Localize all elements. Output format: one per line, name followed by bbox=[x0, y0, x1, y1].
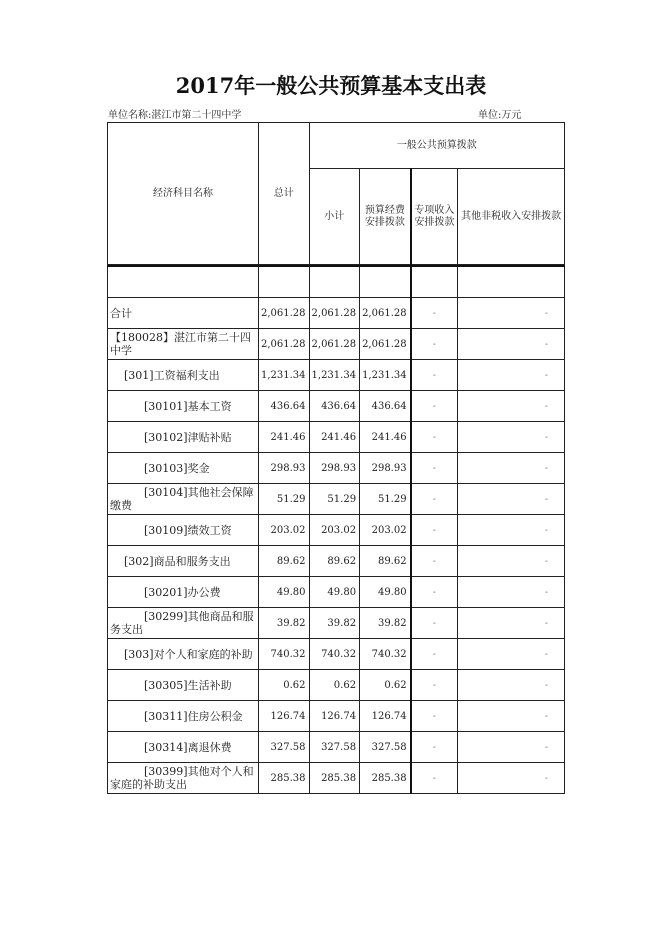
cell-total: 39.82 bbox=[259, 608, 310, 639]
cell-special: - bbox=[411, 701, 458, 732]
cell-special: - bbox=[411, 546, 458, 577]
cell-other: - bbox=[458, 670, 565, 701]
cell-subtotal: 740.32 bbox=[309, 639, 360, 670]
cell-name: [301]工资福利支出 bbox=[108, 360, 259, 391]
table-row bbox=[108, 329, 565, 360]
table-row bbox=[108, 763, 565, 794]
cell-budget: 2,061.28 bbox=[360, 298, 411, 329]
cell-name: [30305]生活补助 bbox=[108, 670, 259, 701]
cell-name: [30314]离退休费 bbox=[108, 732, 259, 763]
cell-total: 49.80 bbox=[259, 577, 310, 608]
cell-budget: 0.62 bbox=[360, 670, 411, 701]
cell-special: - bbox=[411, 422, 458, 453]
cell-other: - bbox=[458, 329, 565, 360]
cell-other: - bbox=[458, 546, 565, 577]
cell-special: - bbox=[411, 329, 458, 360]
cell-budget: 1,231.34 bbox=[360, 360, 411, 391]
cell-special: - bbox=[411, 670, 458, 701]
cell-other: - bbox=[458, 608, 565, 639]
cell-name: [30299]其他商品和服务支出 bbox=[108, 608, 259, 639]
cell-total: 2,061.28 bbox=[259, 329, 310, 360]
cell-name: 【180028】湛江市第二十四中学 bbox=[108, 329, 259, 360]
table-row bbox=[108, 608, 565, 639]
cell-subtotal: 89.62 bbox=[309, 546, 360, 577]
budget-table bbox=[107, 122, 565, 794]
table-row bbox=[108, 422, 565, 453]
header-budget: 预算经费安排拨款 bbox=[360, 169, 411, 265]
cell-subtotal: 2,061.28 bbox=[309, 298, 360, 329]
cell-subtotal: 203.02 bbox=[309, 515, 360, 546]
cell-budget: 285.38 bbox=[360, 763, 411, 794]
cell-name: [30104]其他社会保障缴费 bbox=[108, 484, 259, 515]
table-row bbox=[108, 484, 565, 515]
cell-name: [30103]奖金 bbox=[108, 453, 259, 484]
cell-total: 51.29 bbox=[259, 484, 310, 515]
cell-other: - bbox=[458, 763, 565, 794]
cell-subtotal: 2,061.28 bbox=[309, 329, 360, 360]
cell-budget: 2,061.28 bbox=[360, 329, 411, 360]
cell-total: 1,231.34 bbox=[259, 360, 310, 391]
cell-name: [30102]津贴补贴 bbox=[108, 422, 259, 453]
header-other: 其他非税收入安排拨款 bbox=[458, 169, 565, 265]
table-row bbox=[108, 360, 565, 391]
header-total: 总计 bbox=[259, 123, 310, 265]
cell-total: 2,061.28 bbox=[259, 298, 310, 329]
header-group: 一般公共预算拨款 bbox=[309, 123, 565, 169]
cell-name: [302]商品和服务支出 bbox=[108, 546, 259, 577]
cell-budget: 49.80 bbox=[360, 577, 411, 608]
cell-subtotal: 436.64 bbox=[309, 391, 360, 422]
table-row bbox=[108, 701, 565, 732]
cell-special: - bbox=[411, 453, 458, 484]
cell-special: - bbox=[411, 391, 458, 422]
cell-subtotal: 241.46 bbox=[309, 422, 360, 453]
header-name: 经济科目名称 bbox=[108, 123, 259, 265]
cell-total: 89.62 bbox=[259, 546, 310, 577]
header-subtotal: 小计 bbox=[309, 169, 360, 265]
cell-total: 241.46 bbox=[259, 422, 310, 453]
table-row bbox=[108, 732, 565, 763]
cell-special: - bbox=[411, 484, 458, 515]
cell-other: - bbox=[458, 701, 565, 732]
cell-subtotal: 1,231.34 bbox=[309, 360, 360, 391]
cell-total: 126.74 bbox=[259, 701, 310, 732]
cell-budget: 436.64 bbox=[360, 391, 411, 422]
cell-total: 327.58 bbox=[259, 732, 310, 763]
cell-special: - bbox=[411, 732, 458, 763]
cell-total: 298.93 bbox=[259, 453, 310, 484]
cell-other: - bbox=[458, 391, 565, 422]
cell-subtotal: 298.93 bbox=[309, 453, 360, 484]
cell-special: - bbox=[411, 763, 458, 794]
cell-other: - bbox=[458, 639, 565, 670]
cell-budget: 241.46 bbox=[360, 422, 411, 453]
table-row bbox=[108, 453, 565, 484]
table-row bbox=[108, 515, 565, 546]
cell-total: 740.32 bbox=[259, 639, 310, 670]
cell-special: - bbox=[411, 608, 458, 639]
cell-total: 285.38 bbox=[259, 763, 310, 794]
cell-budget: 740.32 bbox=[360, 639, 411, 670]
cell-special: - bbox=[411, 298, 458, 329]
cell-budget: 298.93 bbox=[360, 453, 411, 484]
cell-subtotal: 327.58 bbox=[309, 732, 360, 763]
cell-name: 合计 bbox=[108, 298, 259, 329]
cell-subtotal: 0.62 bbox=[309, 670, 360, 701]
cell-budget: 39.82 bbox=[360, 608, 411, 639]
cell-name: [30109]绩效工资 bbox=[108, 515, 259, 546]
cell-other: - bbox=[458, 298, 565, 329]
header-special: 专项收入 安排拨款 bbox=[411, 169, 458, 265]
cell-total: 0.62 bbox=[259, 670, 310, 701]
empty-row bbox=[108, 266, 565, 298]
table-row bbox=[108, 546, 565, 577]
unit-name: 单位名称:湛江市第二十四中学 bbox=[108, 110, 242, 121]
cell-name: [30399]其他对个人和家庭的补助支出 bbox=[108, 763, 259, 794]
cell-special: - bbox=[411, 577, 458, 608]
cell-budget: 89.62 bbox=[360, 546, 411, 577]
cell-total: 203.02 bbox=[259, 515, 310, 546]
cell-other: - bbox=[458, 422, 565, 453]
cell-subtotal: 285.38 bbox=[309, 763, 360, 794]
table-row bbox=[108, 298, 565, 329]
cell-total: 436.64 bbox=[259, 391, 310, 422]
cell-other: - bbox=[458, 360, 565, 391]
cell-name: [30311]住房公积金 bbox=[108, 701, 259, 732]
cell-name: [30101]基本工资 bbox=[108, 391, 259, 422]
cell-special: - bbox=[411, 639, 458, 670]
cell-other: - bbox=[458, 453, 565, 484]
cell-budget: 126.74 bbox=[360, 701, 411, 732]
currency-unit: 单位:万元 bbox=[478, 110, 522, 121]
table-row bbox=[108, 391, 565, 422]
table-row bbox=[108, 670, 565, 701]
cell-special: - bbox=[411, 515, 458, 546]
cell-subtotal: 39.82 bbox=[309, 608, 360, 639]
cell-subtotal: 51.29 bbox=[309, 484, 360, 515]
cell-subtotal: 49.80 bbox=[309, 577, 360, 608]
table-row bbox=[108, 577, 565, 608]
cell-budget: 327.58 bbox=[360, 732, 411, 763]
cell-budget: 51.29 bbox=[360, 484, 411, 515]
cell-other: - bbox=[458, 515, 565, 546]
page-title: 2017年一般公共预算基本支出表 bbox=[175, 73, 487, 98]
cell-special: - bbox=[411, 360, 458, 391]
cell-other: - bbox=[458, 577, 565, 608]
cell-other: - bbox=[458, 732, 565, 763]
cell-subtotal: 126.74 bbox=[309, 701, 360, 732]
cell-name: [303]对个人和家庭的补助 bbox=[108, 639, 259, 670]
cell-name: [30201]办公费 bbox=[108, 577, 259, 608]
table-row bbox=[108, 639, 565, 670]
cell-budget: 203.02 bbox=[360, 515, 411, 546]
cell-other: - bbox=[458, 484, 565, 515]
